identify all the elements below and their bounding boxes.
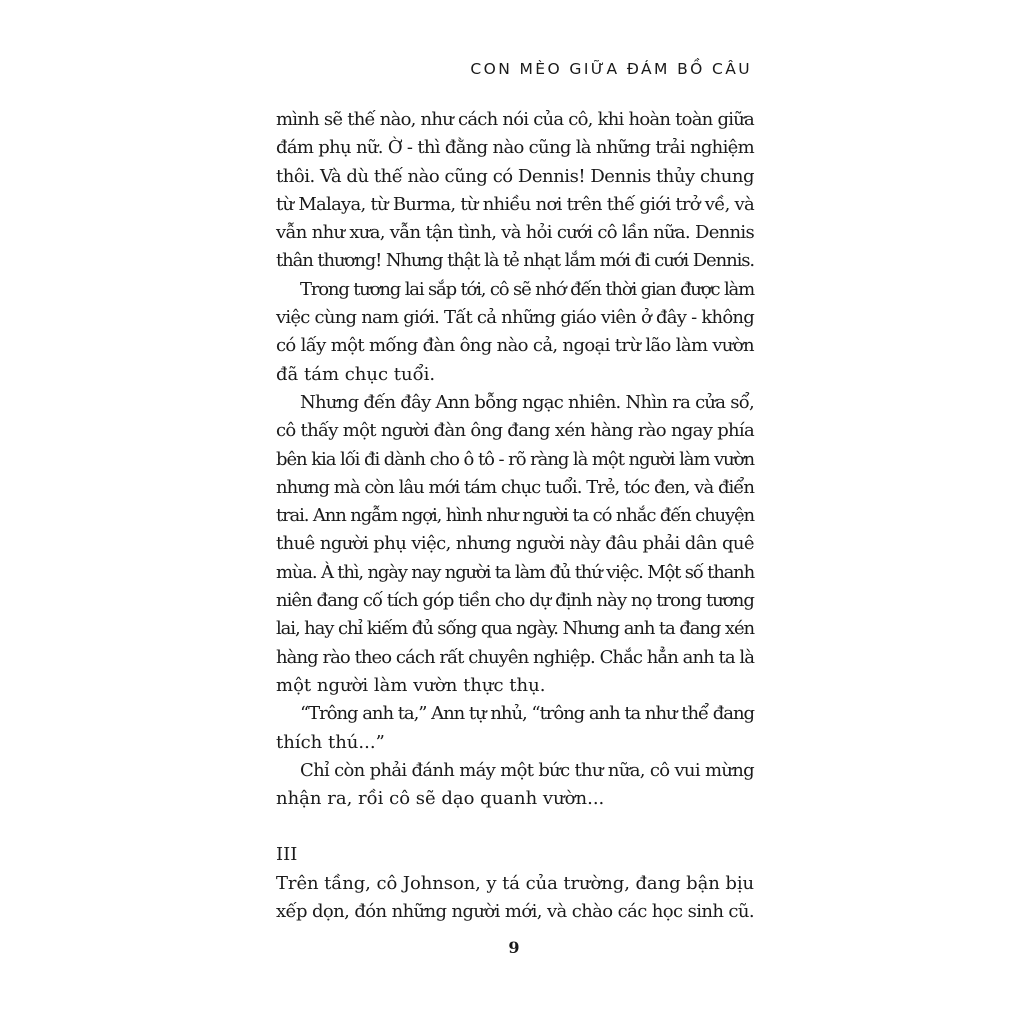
- text-line: một người làm vườn thực thụ.: [276, 674, 546, 696]
- text-line: từ Malaya, từ Burma, từ nhiều nơi trên thế giới trở về, và: [276, 193, 754, 215]
- text-line: Trên tầng, cô Johnson, y tá của trường, đang bận bịu: [276, 872, 754, 894]
- text-line: Nhưng đến đây Ann bỗng ngạc nhiên. Nhìn ra cửa sổ,: [300, 391, 754, 413]
- text-line: nhưng mà còn lâu mới tám chục tuổi. Trẻ, tóc đen, và điển: [276, 476, 754, 498]
- text-line: “Trông anh ta,” Ann tự nhủ, “trông anh ta như thể đang: [300, 703, 754, 725]
- text-line: thích thú...”: [276, 731, 385, 753]
- text-line: thuê người phụ việc, nhưng người này đâu phải dân quê: [276, 533, 754, 555]
- text-line: mùa. À thì, ngày nay người ta làm đủ thứ việc. Một số thanh: [276, 561, 754, 583]
- paragraph: [276, 700, 754, 757]
- text-line: cô thấy một người đàn ông đang xén hàng rào ngay phía: [276, 420, 754, 442]
- text-line: hàng rào theo cách rất chuyên nghiệp. Chắc hẳn anh ta là: [276, 646, 754, 668]
- paragraph: [276, 389, 754, 700]
- text-line: đám phụ nữ. Ờ - thì đằng nào cũng là những trải nghiệm: [276, 137, 754, 159]
- section-spacer: [276, 813, 754, 841]
- text-line: thân thương! Nhưng thật là tẻ nhạt lắm mới đi cưới Dennis.: [276, 250, 754, 272]
- text-line: lai, hay chỉ kiếm đủ sống qua ngày. Nhưng anh ta đang xén: [276, 618, 754, 640]
- text-line: bên kia lối đi dành cho ô tô - rõ ràng là một người làm vườn: [276, 448, 754, 470]
- section: [276, 841, 754, 926]
- text-line: Chỉ còn phải đánh máy một bức thư nữa, cô vui mừng: [300, 759, 754, 781]
- body-text: [276, 106, 754, 926]
- text-line: vẫn như xưa, vẫn tận tình, và hỏi cưới cô lần nữa. Dennis: [276, 222, 754, 244]
- text-line: Trong tương lai sắp tới, cô sẽ nhớ đến thời gian được làm: [300, 278, 754, 300]
- text-line: đã tám chục tuổi.: [276, 363, 436, 385]
- paragraph: [276, 106, 754, 276]
- text-line: có lấy một mống đàn ông nào cả, ngoại trừ lão làm vườn: [276, 335, 754, 357]
- text-line: thôi. Và dù thế nào cũng có Dennis! Dennis thủy chung: [276, 165, 754, 187]
- page-number: 9: [508, 938, 520, 957]
- paragraph: [276, 276, 754, 389]
- text-line: trai. Ann ngẫm ngợi, hình như người ta có nhắc đến chuyện: [276, 505, 754, 527]
- text-line: xếp dọn, đón những người mới, và chào các học sinh cũ.: [276, 901, 754, 923]
- text-line: việc cùng nam giới. Tất cả những giáo viên ở đây - không: [276, 307, 754, 329]
- section-heading: III: [276, 844, 298, 866]
- paragraph: [276, 757, 754, 814]
- text-line: nhận ra, rồi cô sẽ dạo quanh vườn...: [276, 788, 605, 810]
- text-line: niên đang cố tích góp tiền cho dự định này nọ trong tương: [276, 590, 754, 612]
- running-title: CON MÈO GIỮA ĐÁM BỒ CÂU: [470, 60, 752, 78]
- text-line: mình sẽ thế nào, như cách nói của cô, khi hoàn toàn giữa: [276, 109, 754, 130]
